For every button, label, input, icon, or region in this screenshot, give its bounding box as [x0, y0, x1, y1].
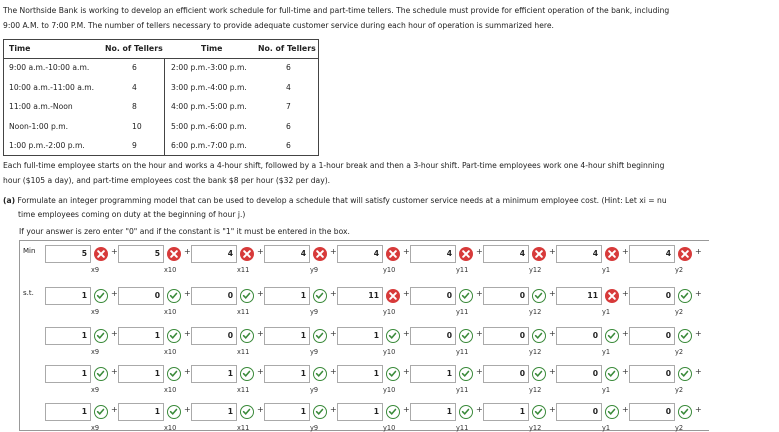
header-time-2: Time — [201, 44, 223, 53]
variable-label: x9 — [91, 424, 100, 432]
plus-sign: + — [403, 289, 410, 298]
correct-icon — [532, 329, 546, 343]
coefficient-input[interactable]: 1 — [264, 365, 310, 383]
plus-sign: + — [184, 247, 191, 256]
coefficient-input[interactable]: 4 — [410, 245, 456, 263]
plus-sign: + — [549, 329, 556, 338]
coefficient-input[interactable]: 1 — [337, 327, 383, 345]
time-cell: 4:00 p.m.-5:00 p.m. — [171, 102, 247, 111]
correct-icon — [459, 289, 473, 303]
variable-label: x11 — [237, 386, 250, 394]
variable-label: y12 — [529, 266, 542, 274]
variable-label: x11 — [237, 424, 250, 432]
coefficient-input[interactable]: 0 — [629, 327, 675, 345]
header-tellers-1: No. of Tellers — [105, 44, 163, 53]
coefficient-input[interactable]: 0 — [410, 327, 456, 345]
coefficient-input[interactable]: 0 — [556, 327, 602, 345]
incorrect-icon — [167, 247, 181, 261]
variable-label: x9 — [91, 308, 100, 316]
coefficient-input[interactable]: 1 — [191, 365, 237, 383]
variable-label: y12 — [529, 308, 542, 316]
plus-sign: + — [476, 329, 483, 338]
correct-icon — [240, 367, 254, 381]
variable-label: y11 — [456, 348, 469, 356]
st-label: s.t. — [23, 289, 34, 297]
variable-label: x10 — [164, 308, 177, 316]
correct-icon — [240, 289, 254, 303]
correct-icon — [678, 289, 692, 303]
question-a — [3, 194, 763, 222]
incorrect-icon — [94, 247, 108, 261]
variable-label: x9 — [91, 266, 100, 274]
correct-icon — [240, 329, 254, 343]
variable-label: x10 — [164, 386, 177, 394]
correct-icon — [605, 367, 619, 381]
correct-icon — [94, 329, 108, 343]
plus-sign: + — [184, 329, 191, 338]
coefficient-input[interactable]: 0 — [483, 365, 529, 383]
coefficient-input[interactable]: 0 — [629, 365, 675, 383]
question-line-2: time employees coming on duty at the beginning of hour j.) — [18, 210, 246, 219]
correct-icon — [167, 367, 181, 381]
coefficient-input[interactable]: 1 — [191, 403, 237, 421]
coefficient-input[interactable]: 0 — [629, 287, 675, 305]
coefficient-input[interactable]: 1 — [118, 365, 164, 383]
zero-hint: If your answer is zero enter "0" and if the constant is "1" it must be entered in the box. — [19, 227, 350, 236]
min-label: Min — [23, 247, 36, 255]
plus-sign: + — [111, 247, 118, 256]
coefficient-input[interactable]: 11 — [337, 287, 383, 305]
coefficient-input[interactable]: 1 — [264, 403, 310, 421]
plus-sign: + — [330, 247, 337, 256]
plus-sign: + — [330, 405, 337, 414]
variable-label: y10 — [383, 266, 396, 274]
plus-sign: + — [330, 329, 337, 338]
plus-sign: + — [111, 329, 118, 338]
plus-sign: + — [403, 247, 410, 256]
tellers-cell: 10 — [132, 121, 142, 131]
coefficient-input[interactable]: 1 — [45, 365, 91, 383]
coefficient-input[interactable]: 0 — [556, 403, 602, 421]
coefficient-input[interactable]: 1 — [410, 403, 456, 421]
coefficient-input[interactable]: 1 — [337, 365, 383, 383]
correct-icon — [678, 367, 692, 381]
variable-label: x9 — [91, 348, 100, 356]
coefficient-input[interactable]: 1 — [264, 327, 310, 345]
tellers-cell: 6 — [286, 63, 291, 72]
table-header — [4, 40, 318, 59]
plus-sign: + — [476, 405, 483, 414]
coefficient-input[interactable]: 0 — [556, 365, 602, 383]
variable-label: y9 — [310, 308, 319, 316]
incorrect-icon — [313, 247, 327, 261]
table-row — [4, 97, 318, 117]
coefficient-input[interactable]: 1 — [45, 327, 91, 345]
plus-sign: + — [330, 289, 337, 298]
correct-icon — [605, 329, 619, 343]
plus-sign: + — [257, 405, 264, 414]
variable-label: y12 — [529, 348, 542, 356]
table-row — [4, 78, 318, 98]
coefficient-input[interactable]: 0 — [191, 287, 237, 305]
variable-label: x11 — [237, 266, 250, 274]
table-row — [4, 117, 318, 137]
tellers-cell: 7 — [286, 102, 291, 111]
variable-label: y2 — [675, 266, 684, 274]
plus-sign: + — [111, 367, 118, 376]
variable-label: y10 — [383, 386, 396, 394]
plus-sign: + — [695, 289, 702, 298]
variable-label: y10 — [383, 308, 396, 316]
plus-sign: + — [622, 329, 629, 338]
time-cell: Noon-1:00 p.m. — [9, 121, 69, 131]
plus-sign: + — [403, 329, 410, 338]
coefficient-input[interactable]: 4 — [629, 245, 675, 263]
coefficient-input[interactable]: 1 — [337, 403, 383, 421]
variable-label: y12 — [529, 424, 542, 432]
correct-icon — [167, 289, 181, 303]
variable-label: y2 — [675, 424, 684, 432]
correct-icon — [313, 367, 327, 381]
plus-sign: + — [476, 247, 483, 256]
correct-icon — [605, 405, 619, 419]
variable-label: x10 — [164, 348, 177, 356]
variable-label: y12 — [529, 386, 542, 394]
plus-sign: + — [549, 405, 556, 414]
question-text: Formulate an integer programming model that can be used to develop a schedule that will satisfy customer service needs at a minimum employee cost. (Hint: Let xi = nu — [17, 196, 667, 205]
tellers-cell: 6 — [132, 63, 137, 72]
plus-sign: + — [184, 405, 191, 414]
coefficient-input[interactable]: 0 — [191, 327, 237, 345]
plus-sign: + — [622, 289, 629, 298]
tellers-cell: 9 — [132, 141, 137, 150]
plus-sign: + — [257, 329, 264, 338]
coefficient-input[interactable]: 5 — [45, 245, 91, 263]
correct-icon — [94, 289, 108, 303]
variable-label: y9 — [310, 348, 319, 356]
table-row — [4, 136, 318, 156]
plus-sign: + — [695, 367, 702, 376]
variable-label: y1 — [602, 266, 611, 274]
variable-label: y11 — [456, 424, 469, 432]
plus-sign: + — [330, 367, 337, 376]
correct-icon — [532, 405, 546, 419]
coefficient-input[interactable]: 4 — [556, 245, 602, 263]
incorrect-icon — [532, 247, 546, 261]
plus-sign: + — [549, 289, 556, 298]
variable-label: y11 — [456, 308, 469, 316]
coefficient-input[interactable]: 1 — [45, 403, 91, 421]
time-cell: 9:00 a.m.-10:00 a.m. — [9, 63, 90, 72]
correct-icon — [459, 405, 473, 419]
header-time-1: Time — [9, 44, 31, 53]
plus-sign: + — [695, 329, 702, 338]
correct-icon — [94, 367, 108, 381]
variable-label: y1 — [602, 308, 611, 316]
tellers-cell: 4 — [286, 82, 291, 92]
desc-line-1: Each full-time employee starts on the hour and works a 4-hour shift, followed by a 1-hour break and then a 3-hour shift. Part-time employees work one 4-hour shift beginning — [3, 161, 665, 170]
variable-label: y11 — [456, 266, 469, 274]
coefficient-input[interactable]: 11 — [556, 287, 602, 305]
intro-line-2: 9:00 A.M. to 7:00 P.M. The number of tellers necessary to provide adequate customer service during each hour of operation is summarized here. — [3, 21, 554, 30]
correct-icon — [386, 405, 400, 419]
time-cell: 3:00 p.m.-4:00 p.m. — [171, 82, 247, 92]
time-cell: 10:00 a.m.-11:00 a.m. — [9, 82, 95, 92]
incorrect-icon — [386, 247, 400, 261]
correct-icon — [94, 405, 108, 419]
plus-sign: + — [622, 405, 629, 414]
plus-sign: + — [111, 289, 118, 298]
plus-sign: + — [622, 367, 629, 376]
coefficient-input[interactable]: 4 — [337, 245, 383, 263]
plus-sign: + — [257, 289, 264, 298]
intro-line-1: The Northside Bank is working to develop an efficient work schedule for full-time and part-time tellers. The schedule must provide for efficient operation of the bank, including — [3, 6, 670, 15]
time-cell: 11:00 a.m.-Noon — [9, 102, 73, 111]
variable-label: x11 — [237, 308, 250, 316]
variable-label: y10 — [383, 424, 396, 432]
variable-label: x11 — [237, 348, 250, 356]
tellers-cell: 4 — [132, 82, 137, 92]
coefficient-input[interactable]: 1 — [264, 287, 310, 305]
variable-label: y10 — [383, 348, 396, 356]
time-cell: 2:00 p.m.-3:00 p.m. — [171, 63, 247, 72]
variable-label: y1 — [602, 424, 611, 432]
incorrect-icon — [240, 247, 254, 261]
plus-sign: + — [549, 367, 556, 376]
coefficient-input[interactable]: 4 — [483, 245, 529, 263]
problem-intro — [3, 3, 763, 33]
tellers-table — [3, 39, 319, 156]
variable-label: x10 — [164, 266, 177, 274]
correct-icon — [240, 405, 254, 419]
plus-sign: + — [695, 247, 702, 256]
coefficient-input[interactable]: 4 — [191, 245, 237, 263]
tellers-cell: 8 — [132, 102, 137, 111]
time-cell: 5:00 p.m.-6:00 p.m. — [171, 121, 247, 131]
variable-label: y2 — [675, 386, 684, 394]
plus-sign: + — [184, 367, 191, 376]
coefficient-input[interactable]: 5 — [118, 245, 164, 263]
plus-sign: + — [111, 405, 118, 414]
correct-icon — [167, 405, 181, 419]
correct-icon — [386, 329, 400, 343]
correct-icon — [313, 405, 327, 419]
correct-icon — [386, 367, 400, 381]
variable-label: y9 — [310, 266, 319, 274]
coefficient-input[interactable]: 0 — [483, 287, 529, 305]
header-tellers-2: No. of Tellers — [258, 44, 316, 53]
plus-sign: + — [695, 405, 702, 414]
time-cell: 6:00 p.m.-7:00 p.m. — [171, 141, 247, 150]
correct-icon — [678, 405, 692, 419]
desc-line-2: hour ($105 a day), and part-time employees cost the bank $8 per hour ($32 per day). — [3, 176, 331, 185]
plus-sign: + — [476, 367, 483, 376]
incorrect-icon — [386, 289, 400, 303]
tellers-cell: 6 — [286, 141, 291, 150]
correct-icon — [167, 329, 181, 343]
variable-label: x9 — [91, 386, 100, 394]
coefficient-input[interactable]: 0 — [629, 403, 675, 421]
variable-label: y1 — [602, 386, 611, 394]
correct-icon — [459, 329, 473, 343]
variable-label: y9 — [310, 424, 319, 432]
coefficient-input[interactable]: 1 — [118, 327, 164, 345]
variable-label: y9 — [310, 386, 319, 394]
correct-icon — [532, 367, 546, 381]
plus-sign: + — [549, 247, 556, 256]
coefficient-input[interactable]: 0 — [483, 327, 529, 345]
variable-label: y2 — [675, 348, 684, 356]
incorrect-icon — [678, 247, 692, 261]
coefficient-input[interactable]: 1 — [410, 365, 456, 383]
incorrect-icon — [605, 247, 619, 261]
incorrect-icon — [459, 247, 473, 261]
plus-sign: + — [257, 247, 264, 256]
variable-label: y11 — [456, 386, 469, 394]
correct-icon — [313, 329, 327, 343]
table-row — [4, 58, 318, 78]
time-cell: 1:00 p.m.-2:00 p.m. — [9, 141, 85, 150]
plus-sign: + — [257, 367, 264, 376]
coefficient-input[interactable]: 1 — [483, 403, 529, 421]
plus-sign: + — [622, 247, 629, 256]
coefficient-input[interactable]: 4 — [264, 245, 310, 263]
correct-icon — [678, 329, 692, 343]
shift-description — [3, 158, 763, 188]
question-label: (a) — [3, 196, 16, 205]
correct-icon — [459, 367, 473, 381]
tellers-cell: 6 — [286, 121, 291, 131]
coefficient-input[interactable]: 0 — [410, 287, 456, 305]
lp-model — [19, 240, 709, 431]
incorrect-icon — [605, 289, 619, 303]
coefficient-input[interactable]: 1 — [45, 287, 91, 305]
plus-sign: + — [403, 367, 410, 376]
plus-sign: + — [476, 289, 483, 298]
variable-label: y1 — [602, 348, 611, 356]
correct-icon — [532, 289, 546, 303]
plus-sign: + — [403, 405, 410, 414]
correct-icon — [313, 289, 327, 303]
coefficient-input[interactable]: 1 — [118, 403, 164, 421]
variable-label: y2 — [675, 308, 684, 316]
variable-label: x10 — [164, 424, 177, 432]
coefficient-input[interactable]: 0 — [118, 287, 164, 305]
plus-sign: + — [184, 289, 191, 298]
